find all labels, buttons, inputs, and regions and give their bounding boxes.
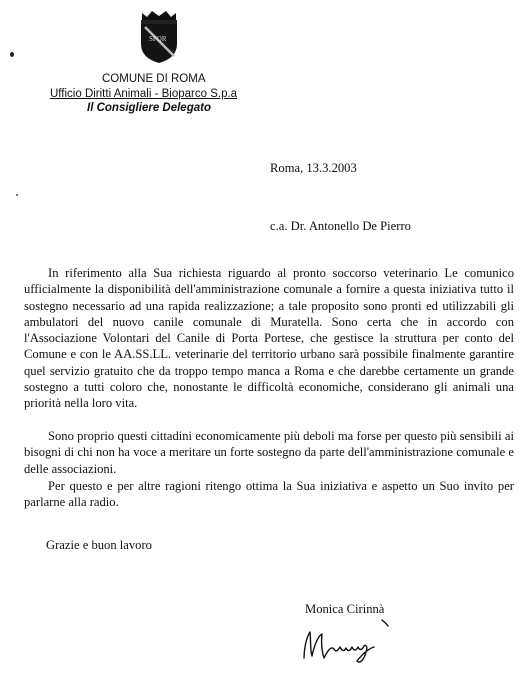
closing-line: Grazie e buon lavoro [46,538,152,552]
roma-crest-icon [136,8,182,64]
scan-speck [16,194,18,196]
body-paragraph: Per questo e per altre ragioni ritengo ottima la Sua iniziativa e aspetto un Suo invito per parlarne alla radio. [24,479,514,510]
body-paragraph: Sono proprio questi cittadini economicamente più deboli ma forse per questo più sensibili ai bisogni di chi non ha voce a meritare un forte sostegno da parte dell'amministrazione comunale e delle associazioni. [24,429,514,476]
signer-name: Monica Cirinnà [305,602,385,616]
letter-recipient: c.a. Dr. Antonello De Pierro [270,219,411,233]
letter-date: Roma, 13.3.2003 [270,161,357,175]
sender-role: Il Consigliere Delegato [87,102,211,114]
scan-speck [10,52,14,57]
handwritten-signature [290,614,402,670]
body-paragraph: In riferimento alla Sua richiesta riguardo al pronto soccorso veterinario Le comunico ufficialmente la disponibilità dell'amministrazione comunale a fornire a questa iniziativa tutto il sostegno necessario ad una rapida realizzazione; a tale proposito sono pronti ed utilizzabili gli ambulatori del nuovo canile comunale di Muratella. Sono certa che in accordo con l'Associazione Volontari del Canile di Porta Portese, che gestisce la struttura per conto del Comune e con le AA.SS.LL. veterinarie del territorio urbano sarà possibile finalmente garantire quel servizio gratuito che da troppo tempo manca a Roma e che darebbe certamente un grande sostegno a tutti coloro che, nonostante le difficoltà economiche, considerano gli animali una priorità nella loro vita. [24,266,514,411]
organization-name: COMUNE DI ROMA [102,73,206,85]
office-name: Ufficio Diritti Animali - Bioparco S.p.a [50,88,238,100]
emblem-spqr-text: SPQR [149,35,167,43]
